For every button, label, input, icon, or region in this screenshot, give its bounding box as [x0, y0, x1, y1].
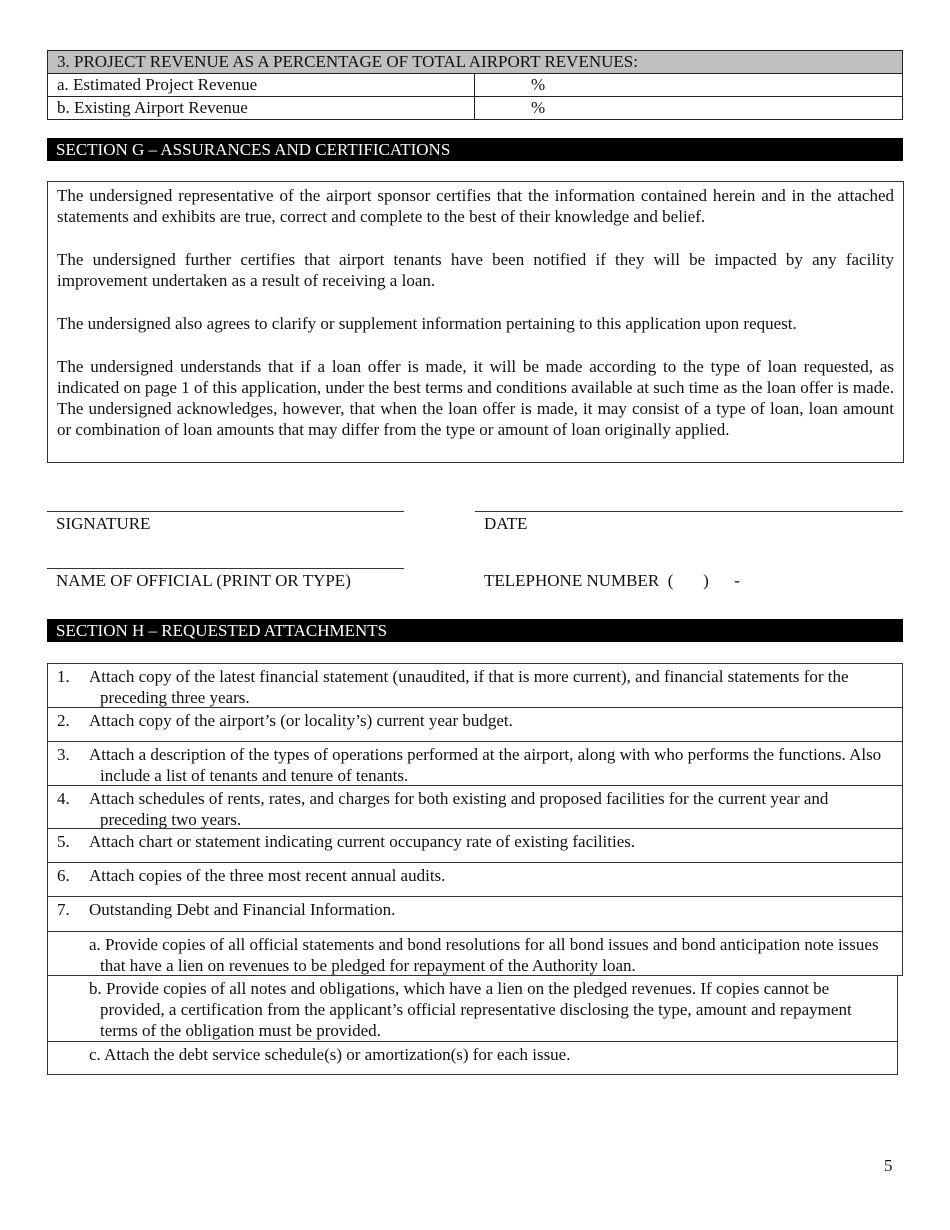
attachment-text: Attach chart or statement indicating current occupancy rate of existing facilities. [89, 832, 636, 851]
attachment-subitem-b [47, 975, 898, 1042]
attachment-number: 3. [57, 745, 70, 764]
attachment-subitem-text: b. Provide copies of all notes and obligations, which have a lien on the pledged revenues. If copies cannot be provided, a certification from the applicant’s official representative disclosing the type, amount and repayment terms of the obligation must be provided. [89, 979, 852, 1040]
existing-airport-revenue-label: b. Existing Airport Revenue [48, 97, 475, 119]
certification-paragraph: The undersigned further certifies that airport tenants have been notified if they will be impacted by any facility improvement undertaken as a result of receiving a loan. [57, 250, 894, 290]
attachment-subitem-a [47, 931, 903, 976]
certification-box [47, 181, 904, 463]
attachment-item-2 [47, 707, 903, 742]
attachment-text: Attach copy of the airport’s (or locality’s) current year budget. [89, 711, 513, 730]
attachment-number: 4. [57, 789, 70, 808]
attachment-text: Attach schedules of rents, rates, and charges for both existing and proposed facilities for the current year and preceding two years. [89, 789, 829, 829]
attachment-number: 7. [57, 900, 70, 919]
attachment-text: Attach copies of the three most recent annual audits. [89, 866, 446, 885]
attachment-subitem-text: a. Provide copies of all official statements and bond resolutions for all bond issues and bond anticipation note issues that have a lien on revenues to be pledged for repayment of the Authority loan. [89, 935, 879, 975]
project-revenue-table [47, 50, 903, 120]
attachment-item-5 [47, 828, 903, 863]
attachment-item-3 [47, 741, 903, 786]
section-h-title: SECTION H – REQUESTED ATTACHMENTS [47, 619, 903, 642]
attachment-number: 1. [57, 667, 70, 686]
certification-paragraph: The undersigned also agrees to clarify or supplement information pertaining to this application upon request. [57, 314, 797, 333]
attachment-text: Outstanding Debt and Financial Information. [89, 900, 396, 919]
attachment-text: Attach a description of the types of operations performed at the airport, along with who performs the functions. Also include a list of tenants and tenure of tenants. [89, 745, 882, 785]
attachment-item-7 [47, 896, 903, 932]
section-g-title: SECTION G – ASSURANCES AND CERTIFICATIONS [47, 138, 903, 161]
project-revenue-heading: 3. PROJECT REVENUE AS A PERCENTAGE OF TOTAL AIRPORT REVENUES: [48, 51, 902, 74]
page-number: 5 [884, 1156, 893, 1175]
estimated-project-revenue-field[interactable]: % [531, 75, 546, 94]
telephone-number-label: TELEPHONE NUMBER ( ) - [484, 571, 740, 590]
table-row [48, 97, 902, 119]
attachment-item-1 [47, 663, 903, 708]
attachment-number: 2. [57, 711, 70, 730]
date-line[interactable] [475, 511, 903, 512]
attachment-number: 5. [57, 832, 70, 851]
attachment-subitem-text: c. Attach the debt service schedule(s) or amortization(s) for each issue. [89, 1045, 571, 1064]
certification-paragraph: The undersigned representative of the airport sponsor certifies that the information contained herein and in the attached statements and exhibits are true, correct and complete to the best of their knowledge and belief. [57, 186, 894, 226]
date-label: DATE [484, 514, 528, 533]
attachment-item-6 [47, 862, 903, 897]
official-name-label: NAME OF OFFICIAL (PRINT OR TYPE) [56, 571, 351, 590]
estimated-project-revenue-label: a. Estimated Project Revenue [48, 74, 475, 96]
existing-airport-revenue-field[interactable]: % [531, 98, 546, 117]
attachment-text: Attach copy of the latest financial statement (unaudited, if that is more current), and financial statements for the preceding three years. [89, 667, 849, 707]
official-name-line[interactable] [47, 568, 404, 569]
attachment-item-4 [47, 785, 903, 829]
attachment-subitem-c [47, 1041, 898, 1075]
attachment-number: 6. [57, 866, 70, 885]
table-row [48, 74, 902, 97]
signature-line[interactable] [47, 511, 404, 512]
signature-label: SIGNATURE [56, 514, 151, 533]
certification-paragraph: The undersigned understands that if a loan offer is made, it will be made according to the type of loan requested, as indicated on page 1 of this application, under the best terms and conditions available at such time as the loan offer is made. The undersigned acknowledges, however, that when the loan offer is made, it may consist of a type of loan, loan amount or combination of loan amounts that may differ from the type or amount of loan originally applied. [57, 357, 894, 439]
